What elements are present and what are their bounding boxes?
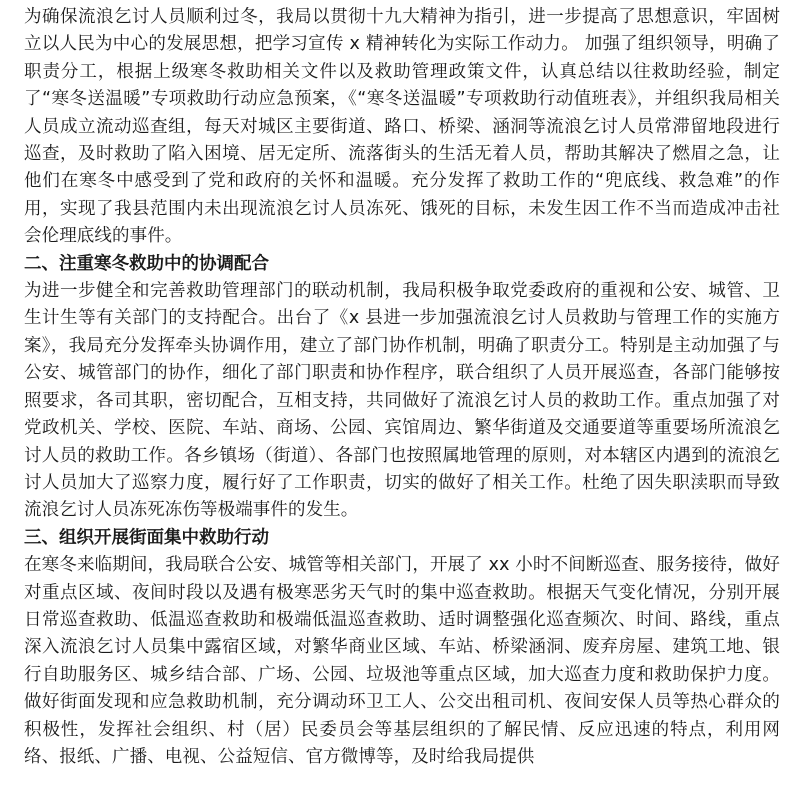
paragraph-3: 在寒冬来临期间，我局联合公安、城管等相关部门，开展了 xx 小时不间断巡查、服务接待，做好对重点区域、夜间时段以及遇有极寒恶劣天气时的集中巡查救助。根据天气变化情况，分别开展日常巡查救助、低温巡查救助和极端低温巡查救助、适时调整强化巡查频次、时间、路线，重点深入流浪乞讨人员集中露宿区域，对繁华商业区域、车站、桥梁涵洞、废弃房屋、建筑工地、银行自助服务区、城乡结合部、广场、公园、垃圾池等重点区域，加大巡查力度和救助保护力度。做好街面发现和应急救助机制，充分调动环卫工人、公交出租司机、夜间安保人员等热心群众的积极性，发挥社会组织、村（居）民委员会等基层组织的了解民情、反应迅速的特点，利用网络、报纸、广播、电视、公益短信、官方微博等，及时给我局提供 [24,555,780,767]
document-page [24,4,780,771]
section-heading-2: 二、注重寒冬救助中的协调配合 [24,253,269,274]
paragraph-2: 为进一步健全和完善救助管理部门的联动机制，我局积极争取党委政府的重视和公安、城管、卫生计生等有关部门的支持配合。出台了《x 县进一步加强流浪乞讨人员救助与管理工作的实施方案》，我局充分发挥牵头协调作用，建立了部门协作机制，明确了职责分工。特别是主动加强了与公安、城管部门的协作，细化了部门职责和协作程序，联合组织了人员开展巡查，各部门能够按照要求，各司其职，密切配合，互相支持，共同做好了流浪乞讨人员的救助工作。重点加强了对党政机关、学校、医院、车站、商场、公园、宾馆周边、繁华街道及交通要道等重要场所流浪乞讨人员的救助工作。各乡镇场（街道）、各部门也按照属地管理的原则，对本辖区内遇到的流浪乞讨人员加大了巡察力度，履行好了工作职责，切实的做好了相关工作。杜绝了因失职渎职而导致流浪乞讨人员冻死冻伤等极端事件的发生。 [24,281,780,521]
paragraph-1: 为确保流浪乞讨人员顺利过冬，我局以贯彻十九大精神为指引，进一步提高了思想意识，牢固树立以人民为中心的发展思想，把学习宣传 x 精神转化为实际工作动力。 加强了组织领导，明确了职责分工，根据上级寒冬救助相关文件以及救助管理政策文件，认真总结以往救助经验，制定了“寒冬送温暖”专项救助行动应急预案，《“寒冬送温暖”专项救助行动值班表》，并组织我局相关人员成立流动巡查组，每天对城区主要街道、路口、桥梁、涵洞等流浪乞讨人员常滞留地段进行巡查，及时救助了陷入困境、居无定所、流落街头的生活无着人员，帮助其解决了燃眉之急，让他们在寒冬中感受到了党和政府的关怀和温暖。充分发挥了救助工作的“兜底线、救急难”的作用，实现了我县范围内未出现流浪乞讨人员冻死、饿死的目标，未发生因工作不当而造成冲击社会伦理底线的事件。 [24,7,780,247]
section-heading-3: 三、组织开展街面集中救助行动 [24,527,269,548]
